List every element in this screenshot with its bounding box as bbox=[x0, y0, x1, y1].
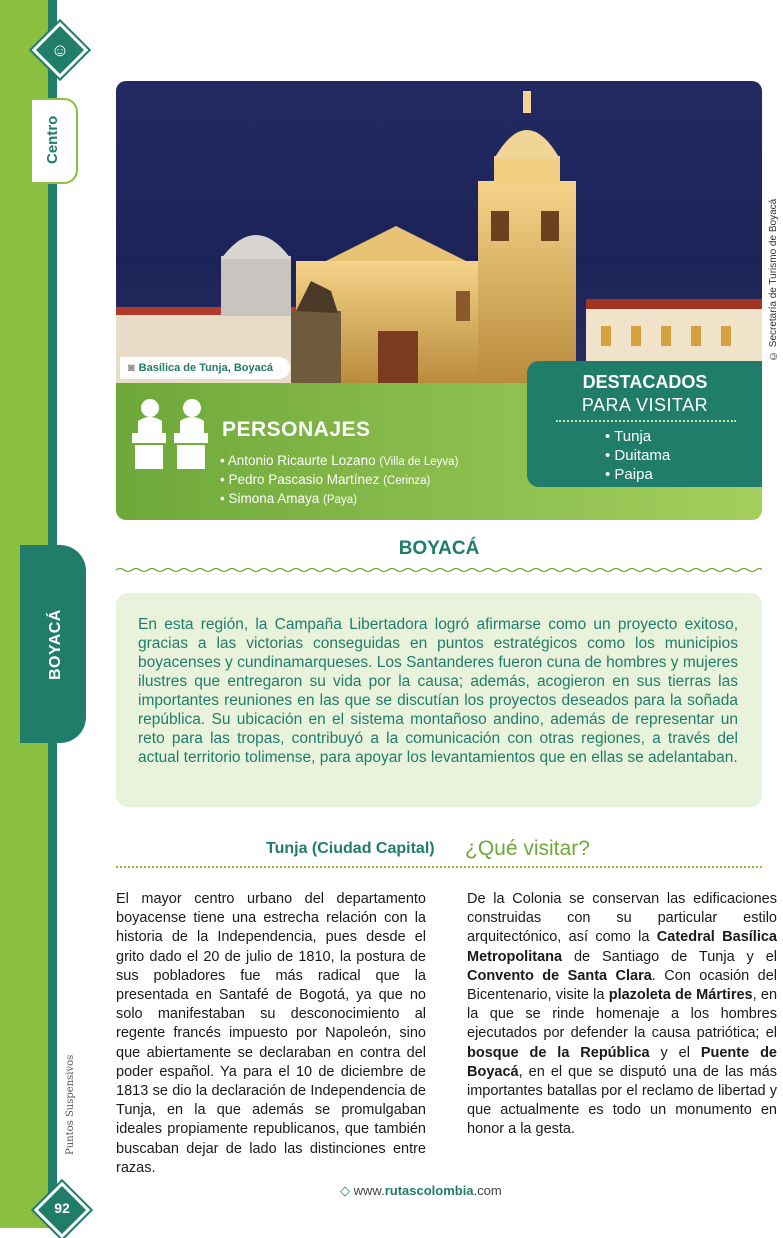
personajes-list bbox=[220, 452, 530, 509]
visit-heading: ¿Qué visitar? bbox=[465, 837, 590, 860]
destacados-title: DESTACADOS bbox=[582, 372, 708, 392]
section-divider bbox=[116, 866, 762, 868]
photo-caption-text: Basílica de Tunja, Boyacá bbox=[138, 362, 273, 374]
destacados-subtitle: PARA VISITAR bbox=[581, 395, 709, 415]
smiley-logo-icon: ☺ bbox=[50, 40, 70, 60]
column-right-text: De la Colonia se conservan las edificaciones construidas con su particular estilo arquitectónico, así como la Catedral Basílica Metropolitana de Santiago de Tunja y el Convento de Santa Clara. Con ocasión del Bicentenario, visite la plazoleta de Mártires, en la que se rinde homenaje a los hombres ejecutados por defender la causa patriótica; el bosque de la República y el Puente de Boyacá, en el que se disputó una de las más importantes batallas por el reclamo de libertad y que actualmente es todo un monumento en honor a la gesta. bbox=[467, 891, 778, 1138]
intro-text: En esta región, la Campaña Libertadora logró afirmarse como un proyecto exitoso, gracias a las victorias conseguidas en puntos estratégicos como los municipios boyacenses y cundinamarqueses. Los Santanderes fueron cuna de hombres y mujeres ilustres que entregaron su vida por la causa; además, acogieron en sus tierras las importantes reuniones en las que se discutían los proyectos deseados para la soñada república. Su ubicación en el sistema montañoso andino, además de representar un reto para las tropas, contribuyó a la comunicación con otras regiones, a través del actual territorio tolimense, para apoyar los levantamientos que en ellas se adelantaban. bbox=[138, 616, 738, 766]
cathedral-photo bbox=[116, 81, 762, 385]
highlight-bosque: bosque de la República bbox=[467, 1044, 650, 1061]
list-item: • Paipa bbox=[605, 466, 653, 483]
people-icon bbox=[116, 383, 226, 520]
destacados-divider bbox=[556, 420, 736, 422]
photo-credit: © Secretaría de Turismo de Boyacá bbox=[768, 198, 779, 362]
photo-caption bbox=[120, 357, 290, 379]
highlight-plazoleta: plazoleta de Mártires bbox=[608, 987, 753, 1004]
footer-link[interactable]: ◇ www.rutascolombia.com bbox=[340, 1183, 502, 1198]
list-item: • Duitama bbox=[605, 447, 671, 464]
highlight-puente: Puente de Boyacá bbox=[467, 1044, 777, 1080]
highlight-convento: Convento de Santa Clara bbox=[467, 967, 652, 984]
section-title: BOYACÁ bbox=[398, 538, 480, 559]
list-item: • Simona Amaya (Paya) bbox=[220, 491, 357, 506]
brand-vertical: Puntos Suspensivos bbox=[65, 1054, 76, 1156]
list-item: • Tunja bbox=[605, 428, 652, 445]
highlight-catedral: Catedral Basílica Metropolitana bbox=[467, 929, 777, 965]
department-tab-label: BOYACÁ bbox=[47, 609, 64, 681]
destacados-list bbox=[605, 427, 745, 484]
column-left-text: El mayor centro urbano del departamento boyacense tiene una estrecha relación con la historia de la Independencia, pues desde el grito dado el 20 de julio de 1810, la postura de sus pobladores fue más radical que la presentada en Santafé de Bogotá, ya que no solo manifestaban su desconocimiento al regente francés impuesto por Napoleón, sino que abiertamente se declaraban en contra del poder español. Ya para el 10 de diciembre de 1813 se dio la declaración de Independencia de Tunja, en la que además se promulgaban ideales propiamente republicanos, que también buscaban dejar de lado las distinciones entre razas. bbox=[116, 891, 426, 1176]
page-number: 92 bbox=[54, 1200, 70, 1216]
region-tab-label: Centro bbox=[44, 115, 61, 165]
list-item: • Antonio Ricaurte Lozano (Villa de Leyva) bbox=[220, 453, 459, 468]
camera-icon: ◙ bbox=[128, 362, 135, 374]
smiley-logo-icon: ◇ bbox=[340, 1183, 350, 1198]
personajes-title: PERSONAJES bbox=[222, 418, 371, 441]
wavy-divider bbox=[116, 567, 762, 573]
list-item: • Pedro Pascasio Martínez (Cerinza) bbox=[220, 472, 431, 487]
cathedral-illustration bbox=[116, 81, 762, 385]
city-heading: Tunja (Ciudad Capital) bbox=[266, 840, 435, 857]
